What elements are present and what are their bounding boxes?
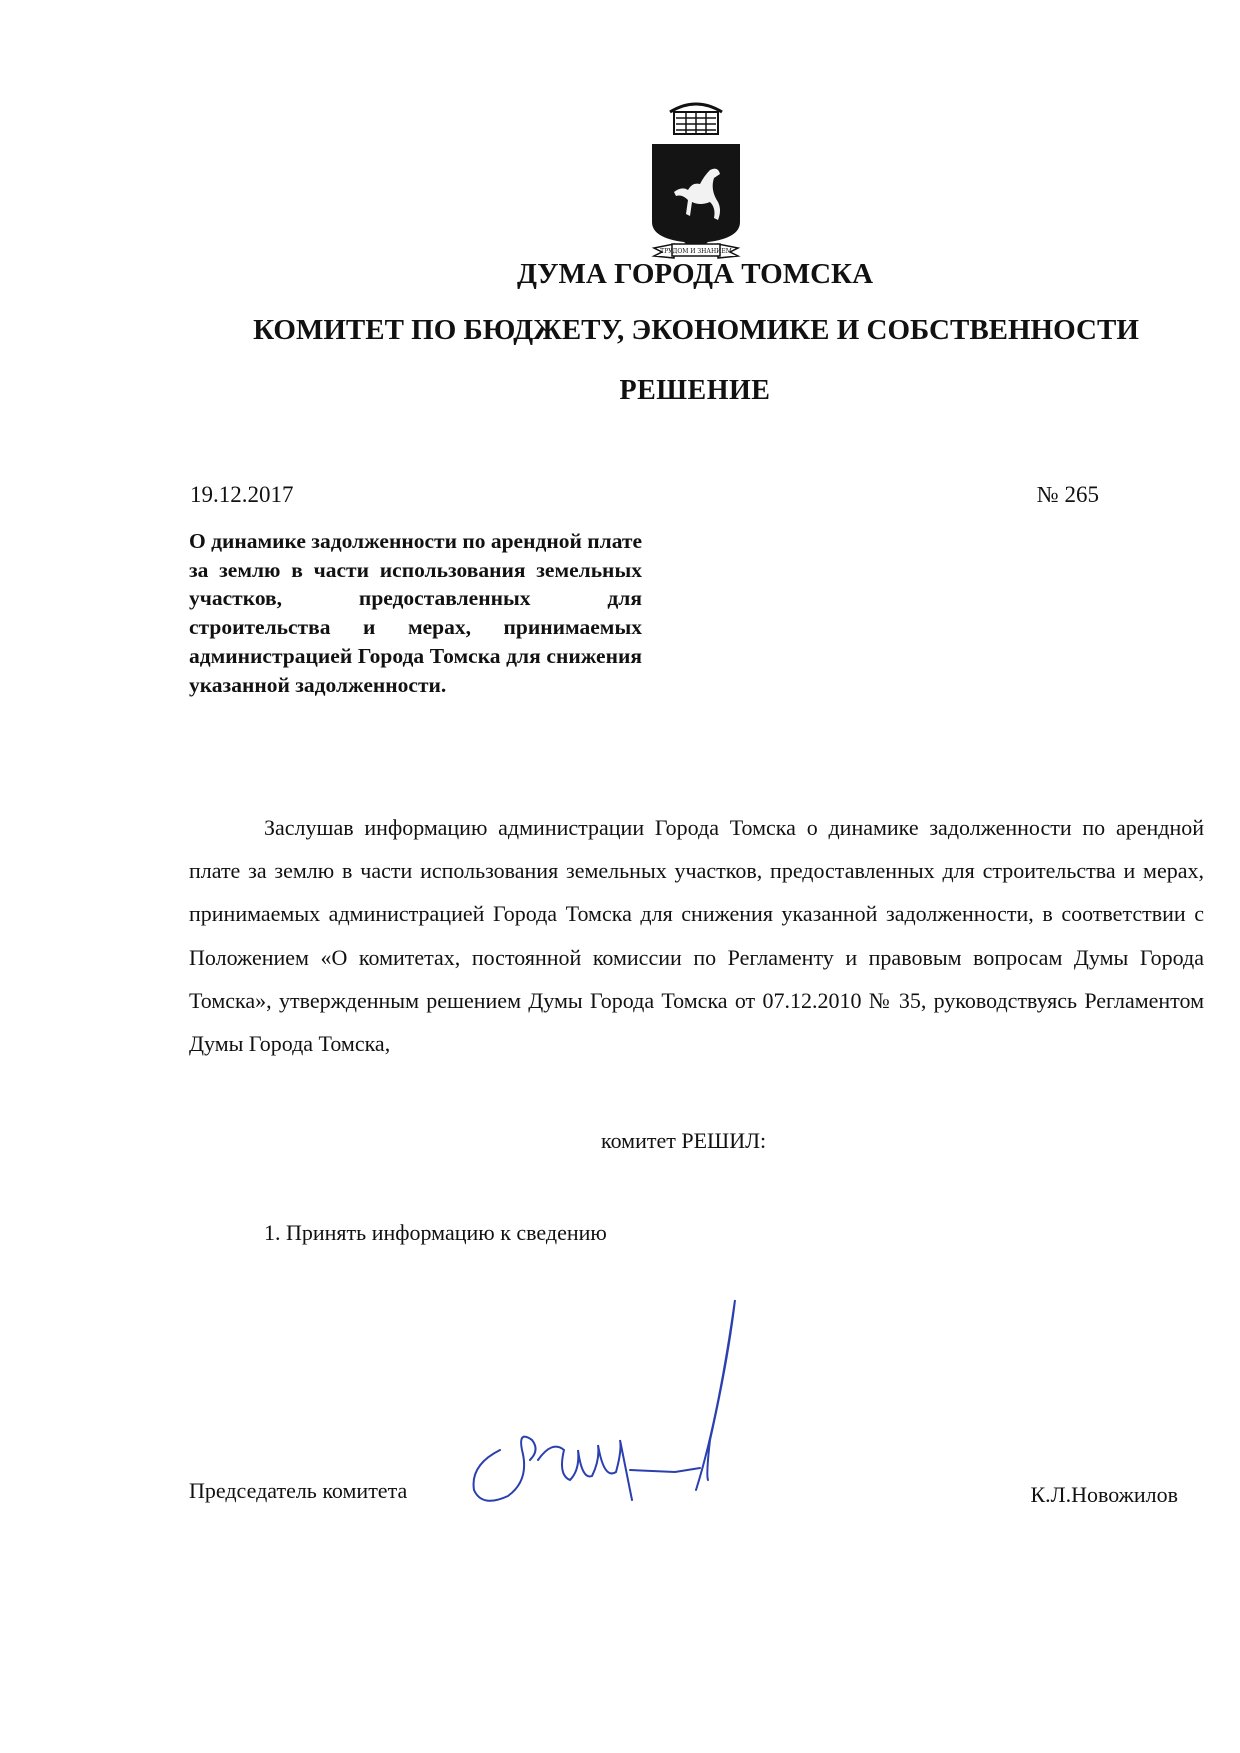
svg-text:ТРУДОМ И ЗНАНИЕМ: ТРУДОМ И ЗНАНИЕМ: [660, 248, 732, 255]
signatory-name: К.Л.Новожилов: [1030, 1482, 1178, 1507]
document-number: № 265: [1036, 482, 1099, 507]
committee-title: КОМИТЕТ ПО БЮДЖЕТУ, ЭКОНОМИКЕ И СОБСТВЕННОСТИ: [253, 314, 1139, 346]
document-subject: О динамике задолженности по арендной плате за землю в части использования земельных участков, предоставленных для строительства и мерах, принимаемых администрацией Города Томска для снижения указанной задолженности.: [189, 529, 643, 697]
city-coat-of-arms: [648, 98, 744, 260]
signatory-title: Председатель комитета: [189, 1478, 408, 1503]
body-paragraph: Заслушав информацию администрации Города Томска о динамике задолженности по арендной плате за землю в части использования земельных участков, предоставленных для строительства и мерах, принимаемых администрацией Города Томска для снижения указанной задолженности, в соответствии с Положением «О комитетах, постоянной комиссии по Регламенту и правовым вопросам Думы Города Томска», утвержденным решением Думы Города Томска от 07.12.2010 № 35, руководствуясь Регламентом Думы Города Томска,: [189, 815, 1204, 1057]
handwritten-signature: [460, 1300, 830, 1515]
decision-item: 1. Принять информацию к сведению: [264, 1220, 607, 1245]
organization-title: ДУМА ГОРОДА ТОМСКА: [516, 258, 874, 290]
decision-heading: комитет РЕШИЛ:: [601, 1128, 767, 1153]
motto-ribbon: [654, 244, 738, 258]
document-date: 19.12.2017: [190, 482, 294, 507]
document-type: РЕШЕНИЕ: [619, 375, 771, 406]
crown-icon: [670, 104, 722, 134]
